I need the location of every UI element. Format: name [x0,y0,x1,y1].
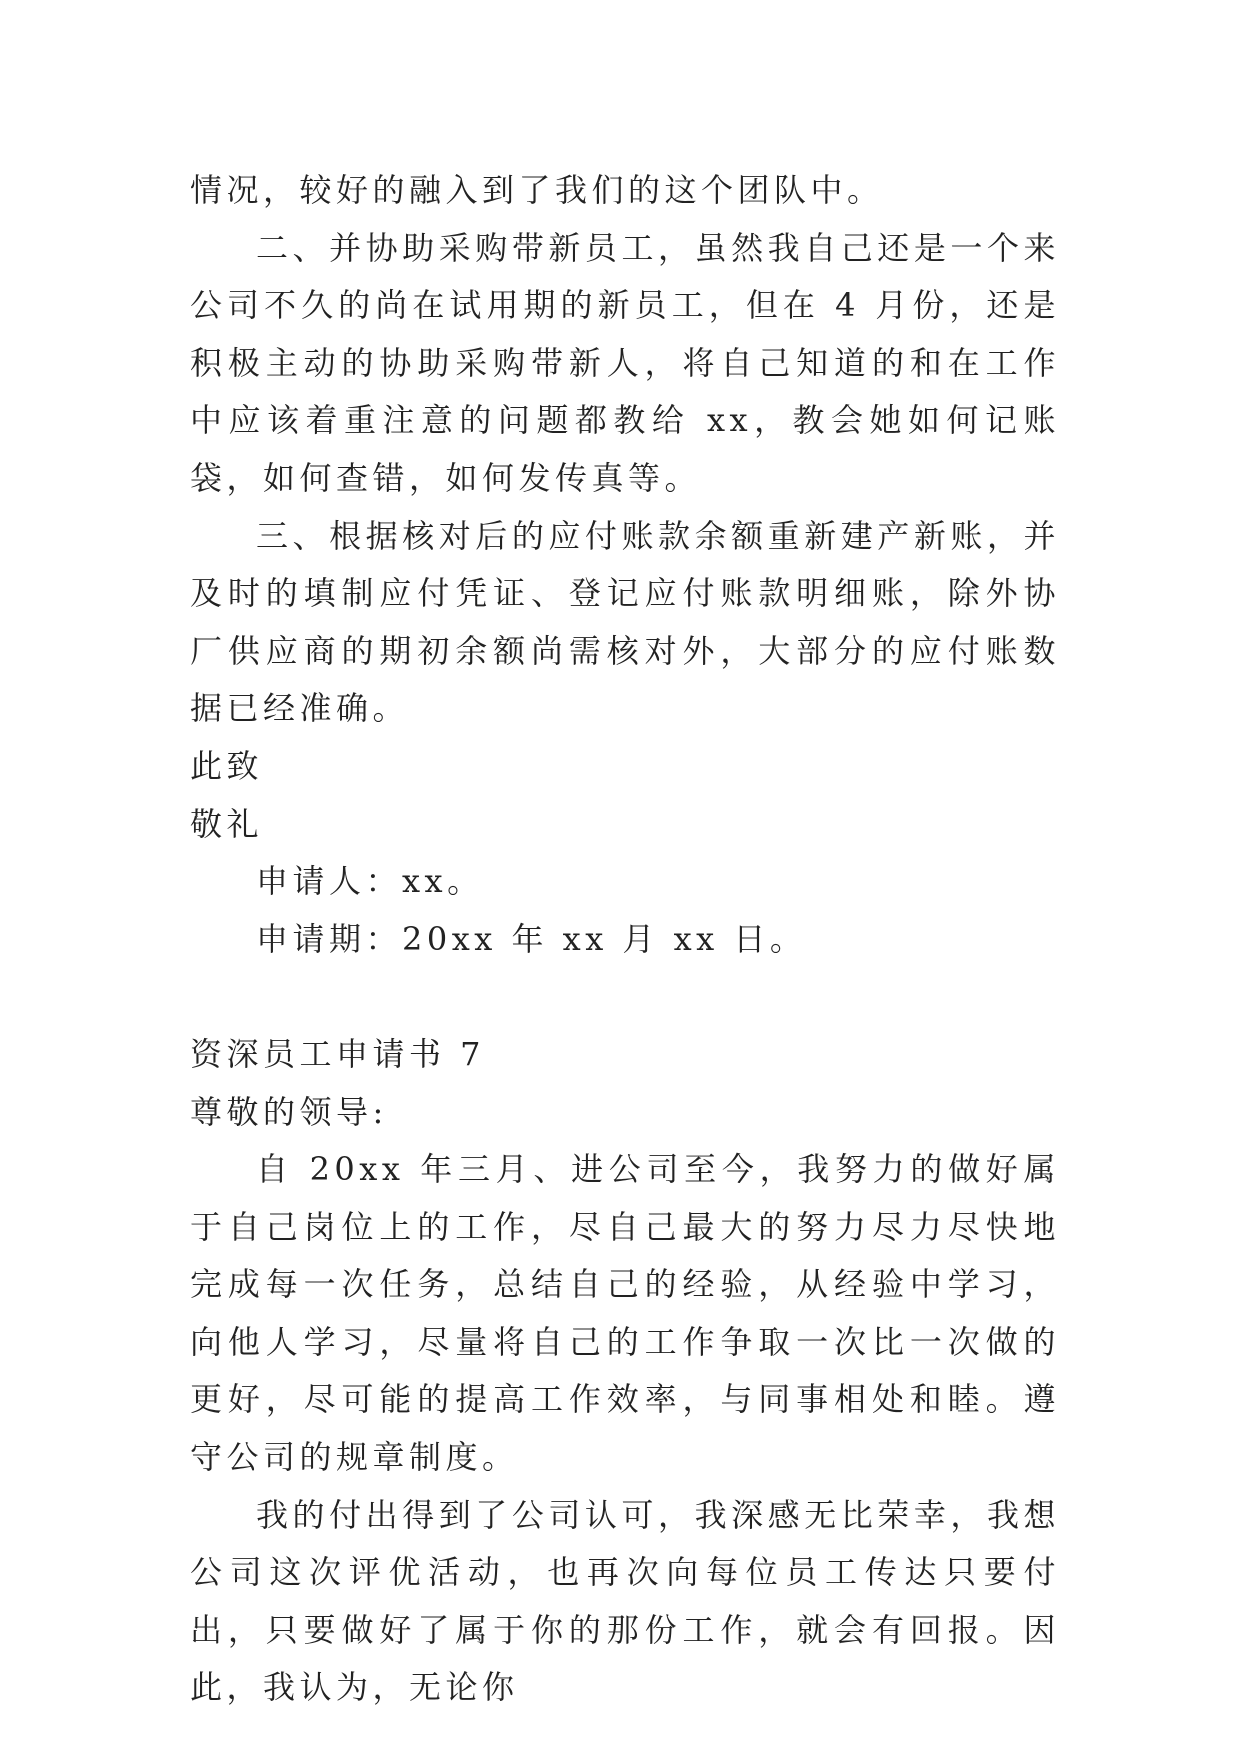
paragraph-body-2: 我的付出得到了公司认可，我深感无比荣幸，我想公司这次评优活动，也再次向每位员工传达只要付出，只要做好了属于你的那份工作，就会有回报。因此，我认为，无论你 [190,1495,1060,1707]
paragraph-body-1: 自 20xx 年三月、进公司至今，我努力的做好属于自己岗位上的工作，尽自己最大的努力尽力尽快地完成每一次任务，总结自己的经验，从经验中学习，向他人学习，尽量将自己的工作争取一次比一次做的更好，尽可能的提高工作效率，与同事相处和睦。遵守公司的规章制度。 [190,1150,1060,1477]
closing-line-2: 敬礼 [190,804,264,843]
applicant-line: 申请人：xx。 [256,862,484,901]
paragraph-item-two: 二、并协助采购带新员工，虽然我自己还是一个来公司不久的尚在试用期的新员工，但在 4 月份，还是积极主动的协助采购带新人，将自己知道的和在工作中应该着重注意的问题都教给 xx，教会她如何记账袋，如何查错，如何发传真等。 [190,228,1060,497]
document-body [190,162,1060,1717]
closing-line-1: 此致 [190,746,264,785]
section-title: 资深员工申请书 7 [190,1034,486,1073]
section-spacer [190,968,1060,1026]
salutation: 尊敬的领导: [190,1092,388,1131]
paragraph-item-three: 三、根据核对后的应付账款余额重新建产新账，并及时的填制应付凭证、登记应付账款明细账，除外协厂供应商的期初余额尚需核对外，大部分的应付账数据已经准确。 [190,516,1060,728]
paragraph-continuation: 情况，较好的融入到了我们的这个团队中。 [190,171,884,209]
date-line: 申请期：20xx 年 xx 月 xx 日。 [256,919,807,958]
